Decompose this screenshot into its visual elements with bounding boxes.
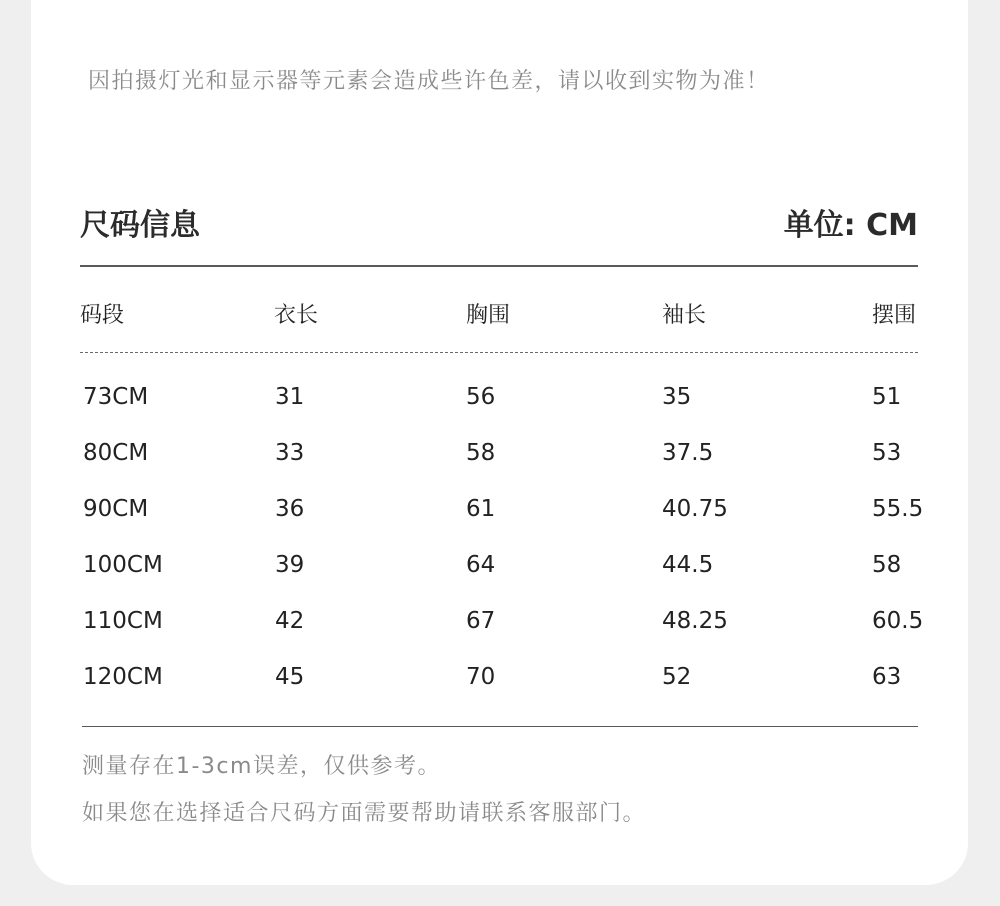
cell-sleeve: 44.5 — [662, 552, 714, 578]
cell-size-range: 73CM — [83, 384, 149, 410]
cell-size-range: 80CM — [83, 440, 149, 466]
cell-sleeve: 48.25 — [662, 608, 728, 634]
cell-length: 45 — [275, 664, 305, 690]
cell-length: 36 — [275, 496, 305, 522]
header-dashed-divider — [80, 352, 918, 353]
cell-chest: 61 — [466, 496, 496, 522]
cell-hem: 63 — [872, 664, 902, 690]
cell-length: 39 — [275, 552, 305, 578]
cell-sleeve: 40.75 — [662, 496, 728, 522]
size-info-title: 尺码信息 — [80, 208, 200, 243]
unit-label: 单位: CM — [783, 208, 918, 243]
cell-sleeve: 35 — [662, 384, 692, 410]
cell-chest: 58 — [466, 440, 496, 466]
cell-hem: 60.5 — [872, 608, 924, 634]
cell-hem: 58 — [872, 552, 902, 578]
cell-hem: 51 — [872, 384, 902, 410]
header-sleeve: 袖长 — [662, 303, 707, 328]
cell-chest: 56 — [466, 384, 496, 410]
cell-size-range: 120CM — [83, 664, 163, 690]
header-chest: 胸围 — [466, 303, 511, 328]
header-size-range: 码段 — [80, 303, 125, 328]
header-length: 衣长 — [274, 303, 319, 328]
cell-length: 31 — [275, 384, 305, 410]
cell-size-range: 110CM — [83, 608, 163, 634]
cell-size-range: 90CM — [83, 496, 149, 522]
contact-support-note: 如果您在选择适合尺码方面需要帮助请联系客服部门。 — [82, 801, 647, 826]
cell-size-range: 100CM — [83, 552, 163, 578]
cell-hem: 55.5 — [872, 496, 924, 522]
cell-sleeve: 52 — [662, 664, 692, 690]
cell-sleeve: 37.5 — [662, 440, 714, 466]
cell-hem: 53 — [872, 440, 902, 466]
header-hem: 摆围 — [872, 303, 917, 328]
cell-chest: 70 — [466, 664, 496, 690]
cell-chest: 67 — [466, 608, 496, 634]
cell-chest: 64 — [466, 552, 496, 578]
measurement-error-note: 测量存在1-3cm误差，仅供参考。 — [82, 754, 441, 779]
table-top-divider — [80, 265, 918, 267]
table-bottom-divider — [82, 726, 918, 727]
cell-length: 33 — [275, 440, 305, 466]
color-difference-notice: 因拍摄灯光和显示器等元素会造成些许色差，请以收到实物为准！ — [88, 69, 770, 94]
cell-length: 42 — [275, 608, 305, 634]
